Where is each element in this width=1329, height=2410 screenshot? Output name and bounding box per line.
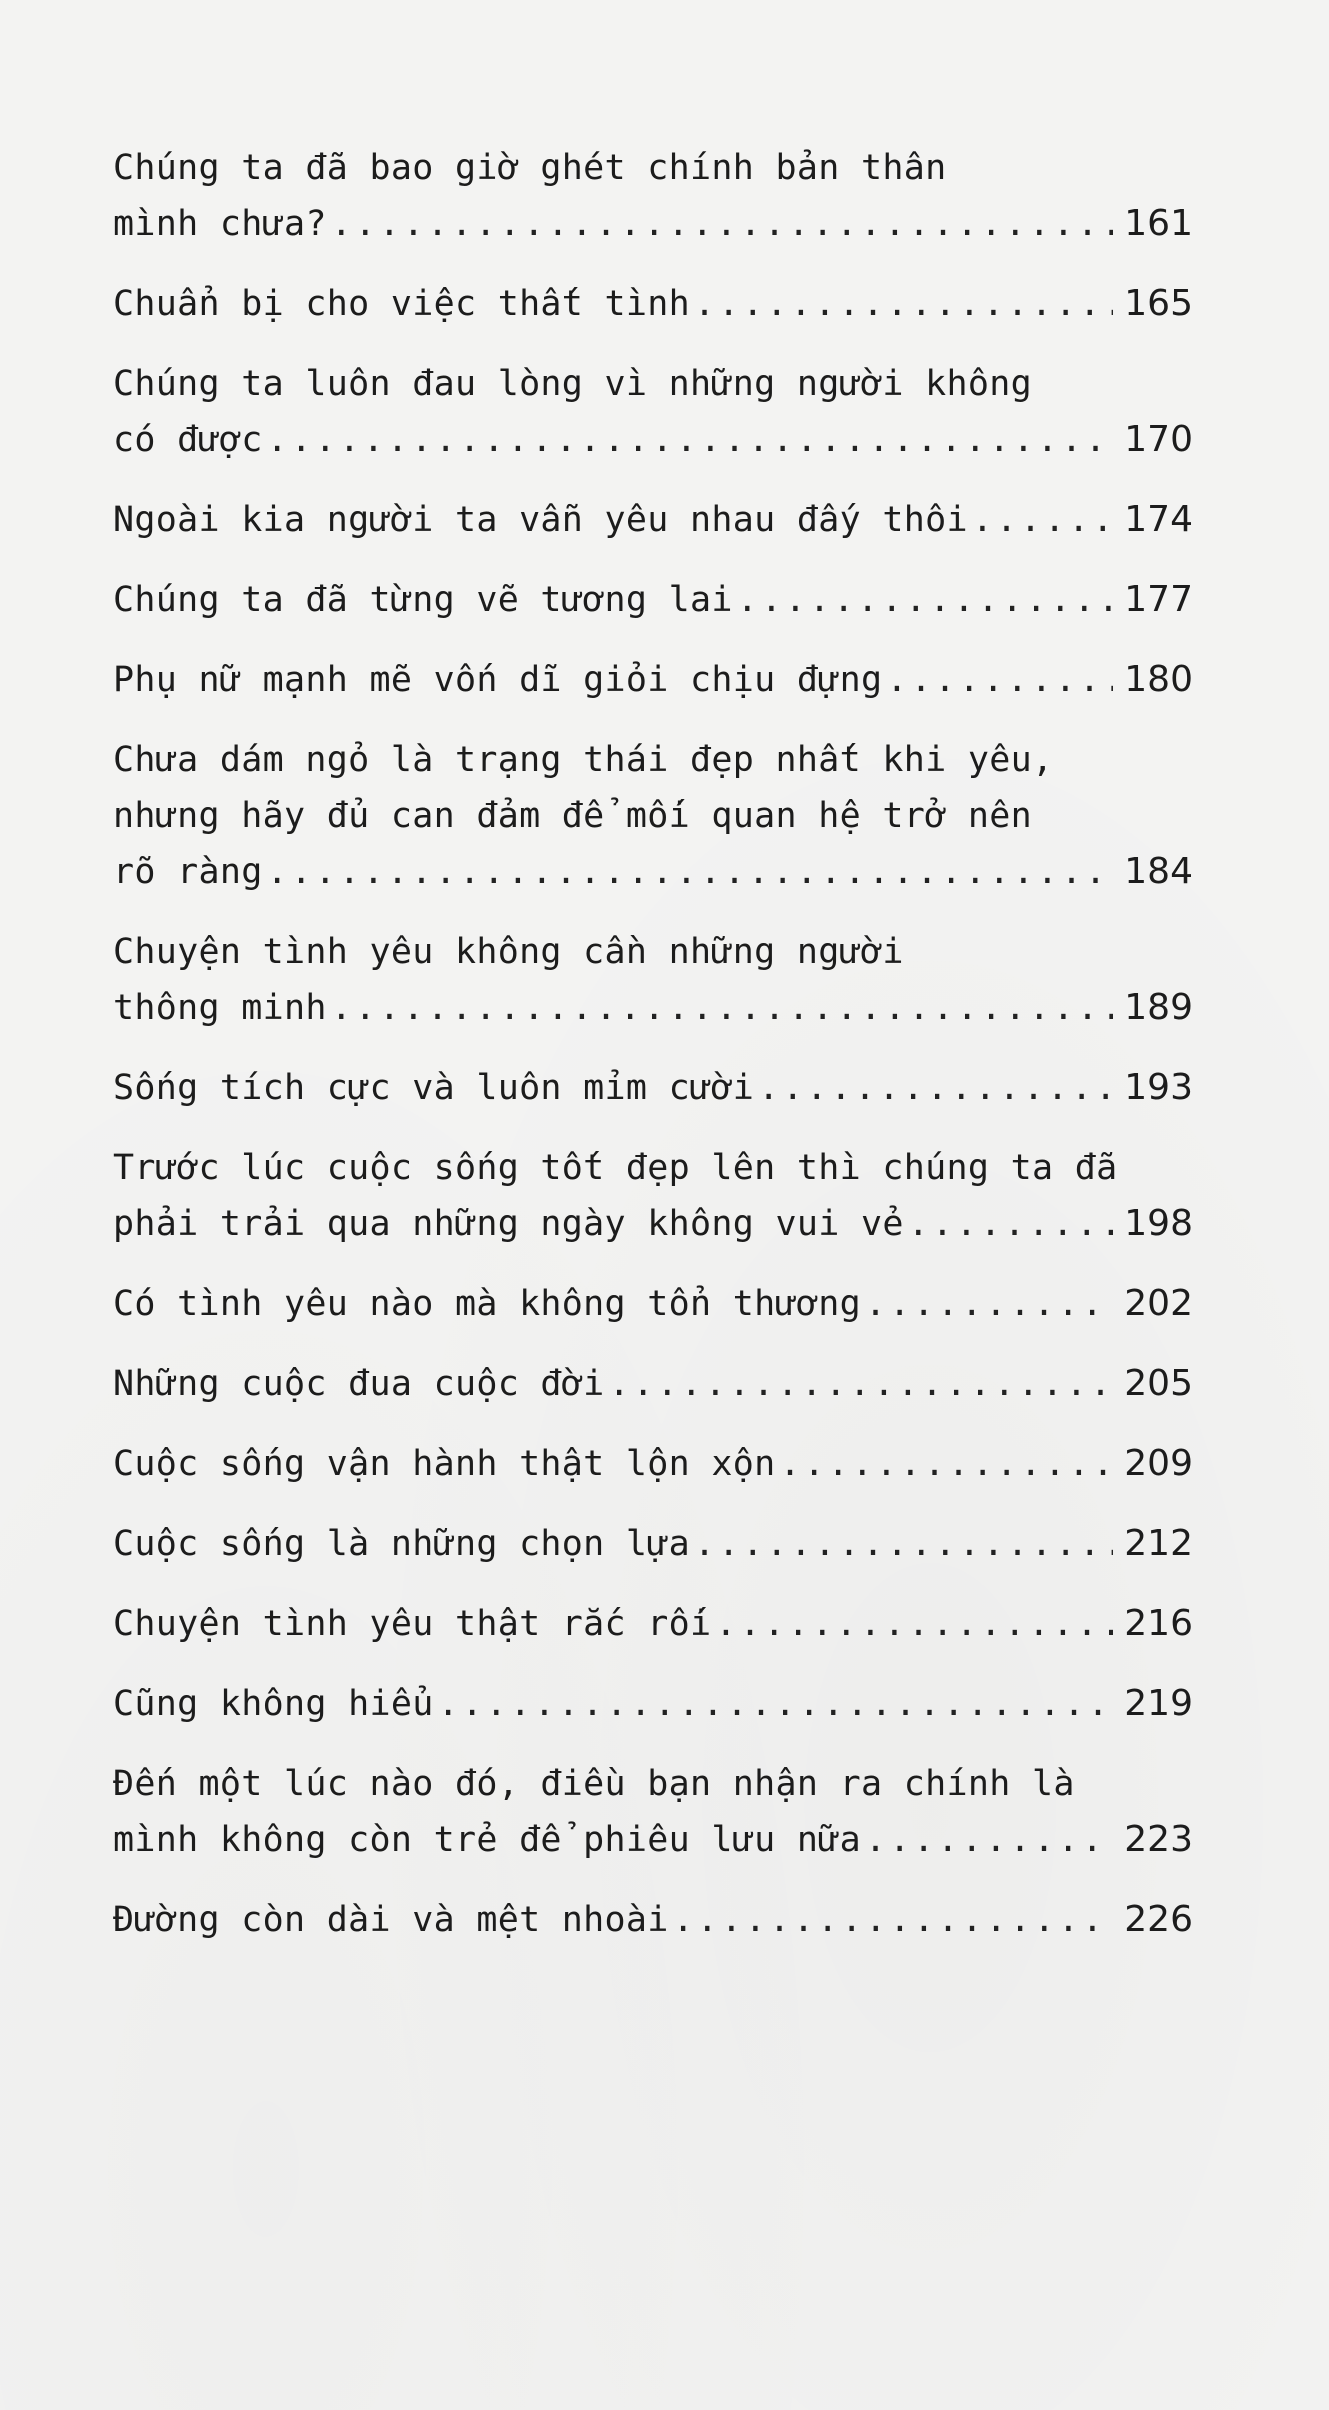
toc-entry-title-line: Những cuộc đua cuộc đời (113, 1364, 605, 1404)
dot-leader (609, 1356, 1113, 1412)
toc-entry-last-line (113, 1436, 1193, 1492)
toc-entry (113, 1436, 1193, 1492)
toc-entry (113, 1516, 1193, 1572)
toc-entry (113, 1276, 1193, 1332)
dot-leader (331, 196, 1113, 252)
toc-entry-last-line (113, 492, 1193, 548)
toc-entry-last-line (113, 1276, 1193, 1332)
toc-page-number: 189 (1124, 987, 1193, 1028)
dot-leader (908, 1196, 1113, 1252)
toc-entry-title-line: Chuyện tình yêu không cần những người (113, 932, 904, 972)
toc-page-number: 165 (1124, 283, 1193, 324)
toc-page-number: 198 (1124, 1203, 1193, 1244)
toc-entry-title-line: Đến một lúc nào đó, điều bạn nhận ra chính là (113, 1764, 1075, 1804)
toc-page-number: 193 (1124, 1067, 1193, 1108)
toc-entry (113, 140, 1193, 252)
table-of-contents (113, 140, 1193, 1972)
dot-leader (758, 1060, 1113, 1116)
toc-page-number: 223 (1124, 1819, 1193, 1860)
toc-entry (113, 572, 1193, 628)
toc-entry-title-line: Phụ nữ mạnh mẽ vốn dĩ giỏi chịu đựng (113, 660, 883, 700)
toc-page-number: 212 (1124, 1523, 1193, 1564)
toc-entry (113, 1596, 1193, 1652)
toc-entry (113, 1676, 1193, 1732)
toc-entry-title-line: mình không còn trẻ để phiêu lưu nữa (113, 1820, 862, 1860)
dot-leader (694, 1516, 1113, 1572)
toc-entry-last-line (113, 652, 1193, 708)
toc-entry (113, 492, 1193, 548)
toc-page-number: 174 (1124, 499, 1193, 540)
toc-page-number: 161 (1124, 203, 1193, 244)
toc-entry-title-line: Cuộc sống vận hành thật lộn xộn (113, 1444, 776, 1484)
toc-page-number: 180 (1124, 659, 1193, 700)
toc-page-number: 184 (1124, 851, 1193, 892)
dot-leader (267, 844, 1113, 900)
toc-entry-title-line: Chúng ta luôn đau lòng vì những người không (113, 364, 1032, 404)
toc-entry-title-line: Cuộc sống là những chọn lựa (113, 1524, 691, 1564)
toc-page-number: 219 (1124, 1683, 1193, 1724)
toc-entry-title-line: Chuẩn bị cho việc thất tình (113, 284, 691, 324)
toc-entry-last-line (113, 412, 1193, 468)
toc-page-number: 216 (1124, 1603, 1193, 1644)
toc-entry-title-line: Trước lúc cuộc sống tốt đẹp lên thì chúng ta đã (113, 1148, 1118, 1188)
toc-entry-last-line (113, 1516, 1193, 1572)
dot-leader (331, 980, 1113, 1036)
dot-leader (865, 1276, 1113, 1332)
toc-entry-title-line: Đường còn dài và mệt nhoài (113, 1900, 669, 1940)
toc-entry (113, 652, 1193, 708)
toc-page-number: 202 (1124, 1283, 1193, 1324)
toc-entry-title-line: Chuyện tình yêu thật rắc rối (113, 1604, 712, 1644)
toc-page-number: 205 (1124, 1363, 1193, 1404)
toc-page-number: 170 (1124, 419, 1193, 460)
toc-entry-title-line: Sống tích cực và luôn mỉm cười (113, 1068, 755, 1108)
dot-leader (267, 412, 1113, 468)
toc-entry (113, 1356, 1193, 1412)
dot-leader (865, 1812, 1113, 1868)
dot-leader (737, 572, 1113, 628)
toc-entry-title-line: có được (113, 420, 263, 460)
toc-entry (113, 1060, 1193, 1116)
toc-entry-title-line: nhưng hãy đủ can đảm để mối quan hệ trở nên (113, 796, 1032, 836)
toc-entry-title-line: thông minh (113, 988, 327, 1028)
toc-entry-title-line: Chúng ta đã từng vẽ tương lai (113, 580, 733, 620)
toc-page-number: 226 (1124, 1899, 1193, 1940)
toc-entry-title-line: Cũng không hiểu (113, 1684, 434, 1724)
toc-entry-title-line: mình chưa? (113, 204, 327, 244)
toc-entry-title-line: Chưa dám ngỏ là trạng thái đẹp nhất khi yêu, (113, 740, 1054, 780)
toc-entry (113, 732, 1193, 900)
toc-entry-last-line (113, 1892, 1193, 1948)
dot-leader (715, 1596, 1113, 1652)
toc-entry-last-line (113, 1060, 1193, 1116)
toc-entry-title-line: Chúng ta đã bao giờ ghét chính bản thân (113, 148, 947, 188)
dot-leader (438, 1676, 1113, 1732)
toc-entry-last-line (113, 844, 1193, 900)
toc-entry-title-line: rõ ràng (113, 852, 263, 892)
dot-leader (780, 1436, 1113, 1492)
toc-entry (113, 1892, 1193, 1948)
toc-entry (113, 276, 1193, 332)
dot-leader (886, 652, 1113, 708)
toc-entry-last-line (113, 1196, 1193, 1252)
toc-entry-title-line: phải trải qua những ngày không vui vẻ (113, 1204, 904, 1244)
toc-page-number: 177 (1124, 579, 1193, 620)
dot-leader (972, 492, 1113, 548)
toc-entry-last-line (113, 980, 1193, 1036)
toc-entry-last-line (113, 276, 1193, 332)
toc-entry (113, 1756, 1193, 1868)
toc-entry (113, 924, 1193, 1036)
dot-leader (694, 276, 1113, 332)
dot-leader (673, 1892, 1113, 1948)
toc-entry-title-line: Ngoài kia người ta vẫn yêu nhau đấy thôi (113, 500, 968, 540)
toc-entry-last-line (113, 572, 1193, 628)
toc-entry-last-line (113, 1356, 1193, 1412)
toc-entry-last-line (113, 1596, 1193, 1652)
toc-entry-title-line: Có tình yêu nào mà không tổn thương (113, 1284, 862, 1324)
toc-entry-last-line (113, 196, 1193, 252)
toc-entry-last-line (113, 1676, 1193, 1732)
toc-page-number: 209 (1124, 1443, 1193, 1484)
toc-entry (113, 356, 1193, 468)
toc-entry-last-line (113, 1812, 1193, 1868)
toc-entry (113, 1140, 1193, 1252)
